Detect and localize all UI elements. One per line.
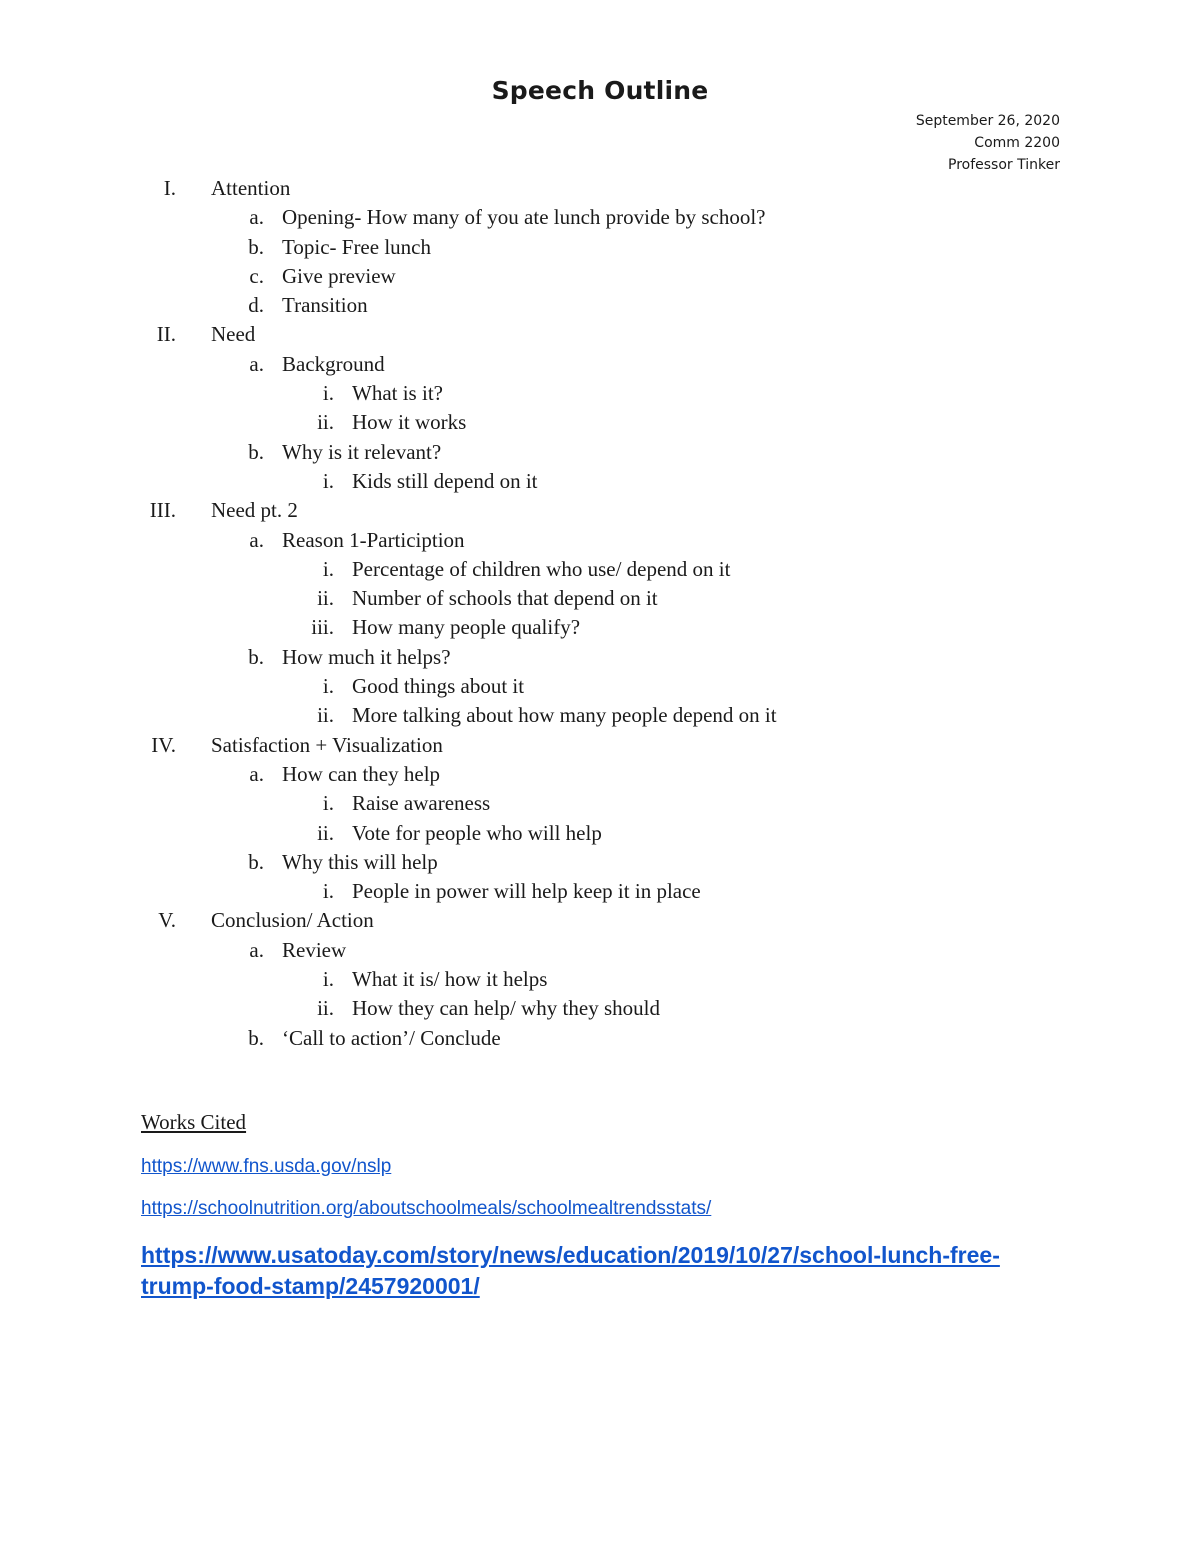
outline-text: Percentage of children who use/ depend on it (352, 556, 731, 581)
outline-label: b. (248, 234, 264, 259)
outline-text: Vote for people who will help (352, 820, 602, 845)
outline-text: Why this will help (282, 849, 438, 874)
outline-label: i. (322, 556, 334, 581)
outline-text: Review (282, 937, 347, 962)
document-title: Speech Outline (491, 76, 709, 105)
outline-label: i. (322, 381, 334, 406)
course-text: Comm 2200 (974, 135, 1060, 151)
outline-item (0, 731, 1200, 760)
outline-item (0, 760, 1200, 789)
outline-text: Satisfaction + Visualization (211, 732, 443, 757)
date-text: September 26, 2020 (915, 113, 1060, 129)
citation-link-usatoday[interactable]: https://www.usatoday.com/story/news/education/2019/10/27/school-lunch-free-trump-food-stamp/2457920001/ (141, 1242, 1000, 1299)
outline-text: Topic- Free lunch (282, 234, 431, 259)
outline-text: Background (282, 351, 385, 376)
outline-text: How it works (352, 410, 467, 435)
outline-text: How can they help (282, 761, 441, 786)
outline-label: ii. (317, 410, 334, 435)
outline-label: iii. (311, 615, 334, 640)
outline-item (0, 819, 1200, 848)
outline-label: c. (249, 263, 264, 288)
outline-label: i. (322, 967, 334, 992)
outline-item (0, 643, 1200, 672)
outline-item (0, 965, 1200, 994)
outline-label: III. (149, 498, 176, 523)
outline-item (0, 613, 1200, 642)
citation-link-fns-usda[interactable]: https://www.fns.usda.gov/nslp (141, 1156, 392, 1177)
outline-text: Kids still depend on it (352, 468, 538, 493)
outline-item (0, 174, 1200, 203)
outline-item (0, 203, 1200, 232)
outline-item (0, 936, 1200, 965)
outline-item (0, 555, 1200, 584)
outline-label: b. (248, 439, 264, 464)
outline-label: a. (249, 761, 264, 786)
outline-item (0, 848, 1200, 877)
outline-label: i. (322, 674, 334, 699)
outline-item (0, 672, 1200, 701)
outline-text: Why is it relevant? (282, 439, 442, 464)
outline-item (0, 320, 1200, 349)
outline-text: Need pt. 2 (211, 498, 298, 523)
outline-item (0, 1024, 1200, 1053)
outline-text: How much it helps? (282, 644, 451, 669)
outline-label: i. (322, 468, 334, 493)
outline-text: Give preview (282, 263, 396, 288)
outline-text: What it is/ how it helps (352, 967, 548, 992)
outline-item (0, 584, 1200, 613)
outline-label: a. (249, 937, 264, 962)
outline-item (0, 906, 1200, 935)
outline-item (0, 789, 1200, 818)
outline-item (0, 262, 1200, 291)
outline-item (0, 467, 1200, 496)
document-header-info (916, 110, 1060, 176)
outline-label: ii. (317, 820, 334, 845)
professor-text: Professor Tinker (948, 157, 1060, 173)
outline-item (0, 291, 1200, 320)
outline-item (0, 701, 1200, 730)
outline-item (0, 438, 1200, 467)
outline-text: Raise awareness (352, 791, 491, 816)
outline-label: IV. (151, 732, 176, 757)
outline-text: How many people qualify? (352, 615, 581, 640)
outline-label: ii. (317, 996, 334, 1021)
outline-label: ii. (317, 703, 334, 728)
outline-label: I. (163, 176, 176, 200)
outline-label: a. (249, 527, 264, 552)
outline-text: Transition (282, 293, 368, 318)
outline-text: Good things about it (352, 674, 525, 699)
outline-item (0, 379, 1200, 408)
outline-text: More talking about how many people depend on it (352, 703, 777, 728)
outline-label: b. (248, 644, 264, 669)
outline-text: Number of schools that depend on it (352, 586, 658, 611)
outline-text: People in power will help keep it in place (352, 879, 701, 904)
outline-label: b. (248, 1025, 264, 1050)
outline-item (0, 233, 1200, 262)
outline-label: b. (248, 849, 264, 874)
outline-text: Reason 1-Particiption (282, 527, 465, 552)
outline-text: Need (211, 322, 256, 347)
outline-item (0, 994, 1200, 1023)
works-cited-heading: Works Cited (141, 1110, 247, 1134)
outline-label: V. (158, 908, 176, 933)
speech-outline (0, 174, 1200, 1053)
outline-item (0, 496, 1200, 525)
citation-link-schoolnutrition[interactable]: https://schoolnutrition.org/aboutschoolmeals/schoolmealtrendsstats/ (141, 1198, 712, 1219)
outline-item (0, 350, 1200, 379)
outline-text: ‘Call to action’/ Conclude (282, 1025, 501, 1050)
outline-text: What is it? (352, 381, 443, 406)
outline-item (0, 877, 1200, 906)
outline-label: II. (156, 322, 176, 347)
outline-label: a. (249, 205, 264, 230)
outline-text: Opening- How many of you ate lunch provide by school? (282, 205, 766, 230)
outline-item (0, 526, 1200, 555)
outline-text: How they can help/ why they should (352, 996, 660, 1021)
outline-label: a. (249, 351, 264, 376)
outline-label: i. (322, 879, 334, 904)
outline-text: Conclusion/ Action (211, 908, 374, 933)
outline-label: ii. (317, 586, 334, 611)
outline-item (0, 408, 1200, 437)
outline-label: d. (248, 293, 264, 318)
outline-label: i. (322, 791, 334, 816)
outline-text: Attention (211, 176, 291, 200)
